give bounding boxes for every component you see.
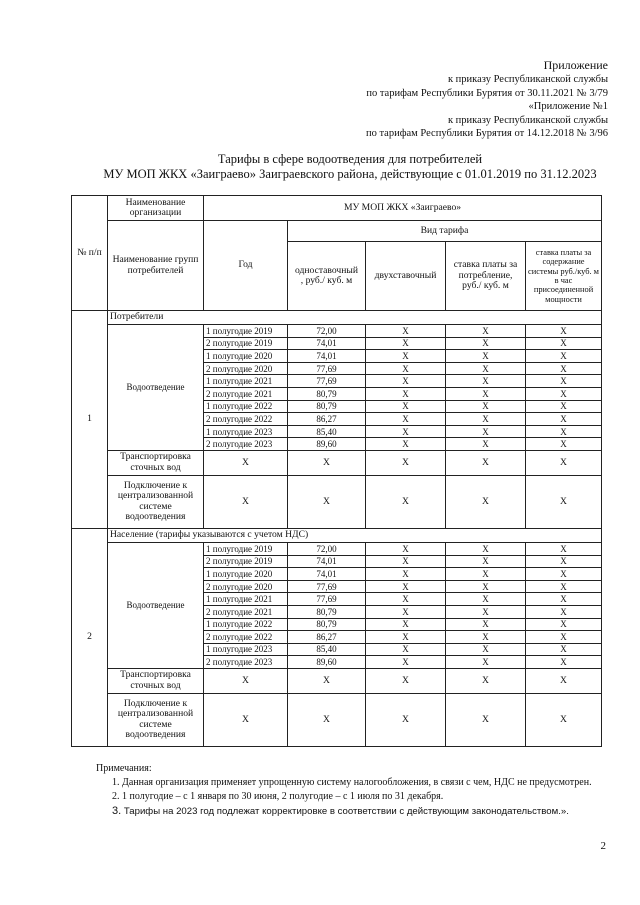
- x-mark-cell: X: [366, 400, 446, 413]
- transport-row: [72, 668, 602, 693]
- col-header-double: двухставочный: [366, 242, 446, 311]
- header-line: по тарифам Республики Бурятия от 30.11.2021 № 3/79: [366, 87, 608, 99]
- x-mark-cell: X: [526, 425, 602, 438]
- x-mark-cell: X: [446, 362, 526, 375]
- page-number: 2: [600, 840, 606, 852]
- x-mark-cell: X: [446, 450, 526, 475]
- x-mark-cell: X: [526, 350, 602, 363]
- x-mark-cell: X: [526, 450, 602, 475]
- single-rate-cell: 74,01: [288, 350, 366, 363]
- title-line-2: МУ МОП ЖКХ «Заиграево» Заиграевского района, действующие с 01.01.2019 по 31.12.2023: [103, 167, 597, 181]
- x-mark-cell: X: [526, 387, 602, 400]
- period-cell: 2 полугодие 2020: [204, 362, 288, 375]
- x-mark-cell: X: [288, 668, 366, 693]
- x-mark-cell: X: [366, 350, 446, 363]
- period-cell: 2 полугодие 2020: [204, 580, 288, 593]
- x-mark-cell: X: [526, 656, 602, 669]
- x-mark-cell: X: [366, 593, 446, 606]
- single-rate-cell: 77,69: [288, 580, 366, 593]
- x-mark-cell: X: [366, 450, 446, 475]
- x-mark-cell: X: [366, 605, 446, 618]
- x-mark-cell: X: [366, 668, 446, 693]
- single-rate-cell: 89,60: [288, 656, 366, 669]
- col-header-consumption: ставка платы за потребление, руб./ куб. м: [446, 242, 526, 311]
- x-mark-cell: X: [446, 693, 526, 746]
- x-mark-cell: X: [446, 387, 526, 400]
- x-mark-cell: X: [526, 413, 602, 426]
- single-rate-cell: 85,40: [288, 643, 366, 656]
- col-header-maintenance: ставка платы за содержание системы руб./куб. м в час присоединенной мощности: [526, 242, 602, 311]
- notes: [96, 762, 606, 819]
- x-mark-cell: X: [366, 325, 446, 338]
- x-mark-cell: X: [526, 337, 602, 350]
- single-rate-cell: 77,69: [288, 362, 366, 375]
- period-cell: 2 полугодие 2019: [204, 337, 288, 350]
- section-title-row: [72, 311, 602, 325]
- connection-row: [72, 475, 602, 528]
- section-title: Население (тарифы указываются с учетом НДС): [108, 528, 602, 542]
- x-mark-cell: X: [526, 438, 602, 451]
- x-mark-cell: X: [526, 555, 602, 568]
- period-cell: 1 полугодие 2019: [204, 542, 288, 555]
- tariff-row: [72, 325, 602, 338]
- title-line-1: Тарифы в сфере водоотведения для потребителей: [217, 152, 483, 166]
- col-header-single-unit: , руб./ куб. м: [300, 275, 353, 286]
- period-cell: 1 полугодие 2019: [204, 325, 288, 338]
- period-cell: 2 полугодие 2023: [204, 656, 288, 669]
- x-mark-cell: X: [204, 450, 288, 475]
- x-mark-cell: X: [366, 643, 446, 656]
- x-mark-cell: X: [366, 362, 446, 375]
- single-rate-cell: 72,00: [288, 325, 366, 338]
- x-mark-cell: X: [446, 475, 526, 528]
- notes-heading: Примечания:: [96, 763, 152, 774]
- x-mark-cell: X: [526, 568, 602, 581]
- single-rate-cell: 77,69: [288, 593, 366, 606]
- section-number: 1: [72, 311, 108, 529]
- x-mark-cell: X: [446, 375, 526, 388]
- x-mark-cell: X: [526, 593, 602, 606]
- x-mark-cell: X: [446, 438, 526, 451]
- period-cell: 1 полугодие 2022: [204, 618, 288, 631]
- single-rate-cell: 80,79: [288, 618, 366, 631]
- period-cell: 2 полугодие 2022: [204, 631, 288, 644]
- x-mark-cell: X: [366, 413, 446, 426]
- x-mark-cell: X: [366, 555, 446, 568]
- x-mark-cell: X: [526, 605, 602, 618]
- x-mark-cell: X: [526, 618, 602, 631]
- x-mark-cell: X: [526, 631, 602, 644]
- x-mark-cell: X: [446, 413, 526, 426]
- period-cell: 1 полугодие 2021: [204, 375, 288, 388]
- x-mark-cell: X: [446, 555, 526, 568]
- x-mark-cell: X: [204, 475, 288, 528]
- x-mark-cell: X: [446, 568, 526, 581]
- x-mark-cell: X: [446, 542, 526, 555]
- single-rate-cell: 86,27: [288, 413, 366, 426]
- period-cell: 1 полугодие 2020: [204, 568, 288, 581]
- connection-label: Подключение к централизованной системе водоотведения: [108, 693, 204, 746]
- period-cell: 2 полугодие 2023: [204, 438, 288, 451]
- x-mark-cell: X: [526, 375, 602, 388]
- org-name: МУ МОП ЖКХ «Заиграево»: [204, 196, 602, 221]
- connection-row: [72, 693, 602, 746]
- x-mark-cell: X: [446, 593, 526, 606]
- period-cell: 1 полугодие 2020: [204, 350, 288, 363]
- period-cell: 2 полугодие 2021: [204, 387, 288, 400]
- x-mark-cell: X: [446, 618, 526, 631]
- connection-label: Подключение к централизованной системе водоотведения: [108, 475, 204, 528]
- x-mark-cell: X: [446, 580, 526, 593]
- single-rate-cell: 74,01: [288, 555, 366, 568]
- x-mark-cell: X: [446, 656, 526, 669]
- service-name: Водоотведение: [108, 542, 204, 668]
- note-1: 1. Данная организация применяет упрощенную систему налогообложения, в связи с чем, НДС не предусмотрен.: [112, 777, 592, 788]
- single-rate-cell: 74,01: [288, 568, 366, 581]
- x-mark-cell: X: [526, 325, 602, 338]
- x-mark-cell: X: [288, 450, 366, 475]
- single-rate-cell: 80,79: [288, 400, 366, 413]
- period-cell: 1 полугодие 2023: [204, 425, 288, 438]
- x-mark-cell: X: [366, 580, 446, 593]
- x-mark-cell: X: [366, 618, 446, 631]
- header-line: по тарифам Республики Бурятия от 14.12.2018 № 3/96: [365, 128, 608, 140]
- x-mark-cell: X: [446, 350, 526, 363]
- x-mark-cell: X: [366, 337, 446, 350]
- section-title-row: [72, 528, 602, 542]
- note-2: 2. 1 полугодие – с 1 января по 30 июня, 2 полугодие – с 1 июля по 31 декабря.: [112, 791, 444, 802]
- x-mark-cell: X: [366, 387, 446, 400]
- transport-row: [72, 450, 602, 475]
- note-3-text: Тарифы на 2023 год подлежат корректировке в соответствии с действующим законодательством.».: [121, 806, 569, 817]
- x-mark-cell: X: [366, 693, 446, 746]
- header-line: к приказу Республиканской службы: [447, 114, 608, 126]
- x-mark-cell: X: [526, 668, 602, 693]
- x-mark-cell: X: [526, 400, 602, 413]
- x-mark-cell: X: [526, 580, 602, 593]
- x-mark-cell: X: [526, 542, 602, 555]
- single-rate-cell: 80,79: [288, 387, 366, 400]
- x-mark-cell: X: [446, 325, 526, 338]
- single-rate-cell: 85,40: [288, 425, 366, 438]
- x-mark-cell: X: [526, 643, 602, 656]
- col-header-group: Наименование групп потребителей: [108, 221, 204, 311]
- col-header-single-prefix: одноставочный: [295, 264, 358, 276]
- x-mark-cell: X: [366, 542, 446, 555]
- x-mark-cell: X: [366, 656, 446, 669]
- period-cell: 1 полугодие 2022: [204, 400, 288, 413]
- col-header-year: Год: [204, 221, 288, 311]
- document-header: [366, 58, 608, 141]
- section-title: Потребители: [108, 311, 602, 325]
- x-mark-cell: X: [288, 693, 366, 746]
- x-mark-cell: X: [366, 631, 446, 644]
- document-title: [60, 152, 640, 182]
- x-mark-cell: X: [446, 425, 526, 438]
- x-mark-cell: X: [446, 631, 526, 644]
- period-cell: 2 полугодие 2019: [204, 555, 288, 568]
- x-mark-cell: X: [204, 668, 288, 693]
- section-number: 2: [72, 528, 108, 746]
- col-header-num: № п/п: [72, 196, 108, 311]
- col-header-single: [288, 242, 366, 311]
- service-name: Водоотведение: [108, 325, 204, 451]
- tariff-row: [72, 542, 602, 555]
- header-line: Приложение: [543, 58, 608, 72]
- note-3-num: 3.: [112, 805, 122, 817]
- col-header-org: Наименование организации: [108, 196, 204, 221]
- period-cell: 2 полугодие 2021: [204, 605, 288, 618]
- header-line: к приказу Республиканской службы: [447, 74, 608, 85]
- single-rate-cell: 86,27: [288, 631, 366, 644]
- tariff-table: [71, 195, 602, 747]
- x-mark-cell: X: [446, 400, 526, 413]
- period-cell: 2 полугодие 2022: [204, 413, 288, 426]
- x-mark-cell: X: [366, 438, 446, 451]
- transport-label: Транспортировка сточных вод: [108, 450, 204, 475]
- single-rate-cell: 74,01: [288, 337, 366, 350]
- single-rate-cell: 89,60: [288, 438, 366, 451]
- period-cell: 1 полугодие 2021: [204, 593, 288, 606]
- x-mark-cell: X: [366, 425, 446, 438]
- single-rate-cell: 80,79: [288, 605, 366, 618]
- single-rate-cell: 77,69: [288, 375, 366, 388]
- x-mark-cell: X: [204, 693, 288, 746]
- x-mark-cell: X: [366, 568, 446, 581]
- x-mark-cell: X: [446, 605, 526, 618]
- period-cell: 1 полугодие 2023: [204, 643, 288, 656]
- x-mark-cell: X: [288, 475, 366, 528]
- x-mark-cell: X: [366, 375, 446, 388]
- x-mark-cell: X: [446, 668, 526, 693]
- transport-label: Транспортировка сточных вод: [108, 668, 204, 693]
- header-line: «Приложение №1: [528, 101, 608, 113]
- x-mark-cell: X: [526, 475, 602, 528]
- tariff-type-header: Вид тарифа: [288, 221, 602, 242]
- x-mark-cell: X: [526, 362, 602, 375]
- x-mark-cell: X: [526, 693, 602, 746]
- x-mark-cell: X: [446, 337, 526, 350]
- x-mark-cell: X: [446, 643, 526, 656]
- single-rate-cell: 72,00: [288, 542, 366, 555]
- x-mark-cell: X: [366, 475, 446, 528]
- note-3: [96, 804, 606, 819]
